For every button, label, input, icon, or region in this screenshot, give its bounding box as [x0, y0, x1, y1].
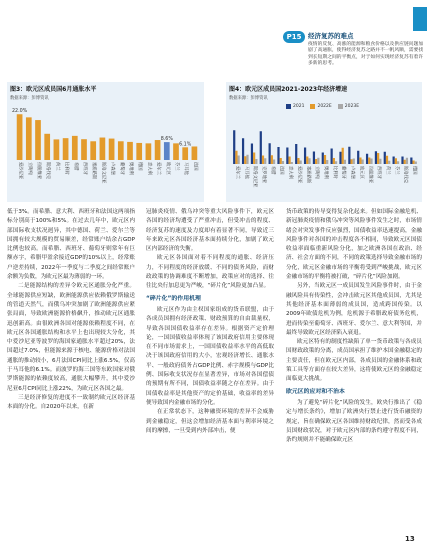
bar: [81, 139, 87, 160]
chart-panel-growth: [226, 82, 422, 202]
tick-label: 荷兰: [54, 162, 60, 171]
tick-label: 立陶宛: [26, 162, 32, 175]
tick-label: 马耳他: [183, 162, 189, 175]
bar: [350, 159, 352, 164]
bar: [173, 143, 179, 160]
section-summary: 疫情的反复、高涨的能源和粮食价格以及供应链问题加剧了高通胀，使得经济复苏之路并不一帆风顺，需要找到长短期之间的平衡点，对于如何实现经济复苏有着许多新的思考。: [308, 42, 424, 67]
bar: [326, 160, 328, 164]
bar: [17, 114, 23, 160]
chart-source: 数据来源：彭博资讯: [10, 96, 49, 101]
inflation-chart: [7, 82, 204, 202]
bar: [182, 147, 188, 160]
bar: [410, 158, 412, 165]
bar: [253, 153, 255, 165]
tick-label: 德国: [411, 166, 417, 175]
paragraph: 另外，当欧元区一成员国发生风险事件时，由于金融风险具有传染性，会冲击欧元区其他成员国，尤其是其他经济基本面薄弱的成员国，造成跨国传染。以2009年欧债危机为例，危机源于希腊政府债务危机，进而传染至葡萄牙、西班牙、爱尔兰、意大利等国，并最终导致欧元区经济陷入衰退。: [286, 283, 422, 336]
tick-label: 欧元区: [164, 162, 170, 175]
bar: [344, 160, 346, 164]
bar: [100, 138, 106, 160]
legend-label: 2023E: [344, 104, 360, 109]
tick-label: 马耳他: [243, 166, 249, 179]
bar: [313, 152, 315, 165]
tick-label: 卢森堡: [109, 162, 115, 175]
paragraph: 货币政策的传导变得复杂化起来。但如国际金融危机、新冠肺炎疫情和俄乌冲突等风险事件发生之时，市场情绪会对突发事件反应强烈，国债收益率迅速提高，金融风险事件对各国的冲击程度各不相同，导致欧元区国债收益率面临重新风险分化，加之欧洲各国在政治、经济、社会方面的不同，不同的政策选择导致金融市场的分化，欧元区金融市场的平衡将受到严峻挑战，欧元区金融市场的平衡将被打破，“碎片化”风险加剧。: [286, 209, 422, 281]
bar: [264, 158, 266, 164]
bar: [238, 156, 240, 165]
subheading: 欧元区的应对和不治本: [286, 388, 345, 395]
bar: [415, 162, 417, 165]
bar: [251, 144, 253, 165]
bar: [44, 134, 50, 160]
tick-label: 拉脱维亚: [367, 166, 373, 184]
bar: [353, 159, 355, 165]
tick-label: 拉脱维亚: [36, 162, 41, 180]
bar: [280, 158, 282, 164]
chart-title: 图3：欧元区成员国6月通胀水平: [10, 86, 97, 93]
bar: [366, 154, 368, 164]
bar: [348, 147, 350, 164]
bar: [297, 158, 299, 164]
bar: [308, 158, 310, 164]
tick-label: 葡萄牙: [340, 166, 346, 179]
tick-label: 希腊: [269, 166, 275, 175]
bar: [127, 142, 133, 160]
bar: [339, 152, 341, 164]
bar: [109, 139, 115, 160]
paragraph: 二是能源结构的差异令欧元区通胀分化严重。全球能源供应短缺，欧洲能源供应依赖俄罗斯输送的管道天然气，而俄乌冲突加剧了欧洲能源供应紧张局面，导致欧洲能源价格飙升，推动欧元区通胀迅创新高。由很欧洲各国对能源依赖程度不同，在欧元区各国通胀结构和水平上也出现较大分化，其中爱沙尼亚等波罗的海国家通胀水平超过20%，法国超过7.0%，但能源来源于核电、能源价格对法国通胀的推动较小，6月法国CPI同比上涨6.5%，仅高于马耳他的6.1%。而波罗的海三国等东欧国家对俄罗斯能源的依赖度较高，通胀大幅攀升，其中爱沙尼亚6月CPI同比上涨22%，为欧元区各国之最。: [7, 283, 135, 392]
bar: [235, 151, 237, 164]
bar: [269, 143, 271, 164]
growth-chart: [226, 82, 422, 202]
tick-label: 克罗地亚: [261, 166, 266, 184]
paragraph: 为了避免“碎片化”风险的发生，欧央行推出了《稳定与增长条约》，增加了欧洲央行禁止进行货币融资的规定，旨在确保欧元区各国维持财政纪律，然而受各成员国财政状况，对于欧元区内部的条约遵守程度不同，条约规则并不能确保欧元区: [286, 399, 422, 444]
bar: [90, 141, 96, 160]
tick-label: 奥地利: [323, 166, 328, 179]
bar: [315, 159, 317, 164]
bar: [375, 151, 377, 164]
data-label: 6.1%: [179, 142, 192, 148]
subheading: “碎片化”的作用机理: [146, 295, 201, 302]
tick-label: 爱沙尼亚: [296, 166, 302, 184]
tick-label: 卢森堡: [349, 166, 355, 179]
bar: [282, 161, 284, 164]
tick-label: 斯洛伐克: [45, 162, 51, 180]
tick-label: 比利时: [331, 166, 337, 179]
bar: [404, 160, 406, 164]
bar: [362, 160, 364, 165]
tick-label: 斯洛文尼亚: [252, 166, 258, 188]
bar: [317, 158, 319, 164]
bar: [379, 159, 381, 164]
bar: [406, 158, 408, 164]
tick-label: 西班牙: [82, 162, 87, 175]
bar: [277, 147, 279, 164]
paragraph: 低于3%。而希腊、意大利、西班牙和法国这两项指标分别高于100%和5%。在过去几年中，欧元区内部国际收支状况迥异，其中德国、荷兰、爱尔兰等国拥有较大规模的贸易顺差，经常账户结余占GDP比例也较高。而希腊、西班牙、葡萄牙则常年有巨额赤字，希腊甲盈余接近GDP的10%以上，经常账户逆差持续，2022年一季度与二季度之间经常账户余额为负数，为欧元区最为薄弱的一环。: [7, 209, 135, 281]
paragraph: 三是经济修复的进度不一致制约欧元区经济基本面的分化。自2020年以来，在新: [7, 394, 135, 411]
tick-label: 塞浦路斯: [91, 162, 97, 180]
bar: [63, 138, 69, 160]
bar: [357, 151, 359, 164]
data-label: 22.0%: [11, 109, 28, 115]
bar: [244, 156, 246, 164]
paragraph: 欧元区特有的制度性缺陷了单一货币政策与各成员国财政政策的分离，成员国承担了维护本国金融稳定的主要责任，但在欧元区内部，各成员国的金融体系和政策工具等方面存在较大差异，这将使欧元区的金融稳定面临更大挑战。: [286, 339, 422, 383]
tick-label: 斯洛文尼亚: [100, 162, 106, 184]
legend-label: 2022E: [317, 104, 332, 109]
data-label: 8.6%: [160, 137, 173, 143]
tick-label: 荷兰: [385, 166, 390, 175]
legend-label: 2021: [293, 104, 305, 109]
bar: [300, 161, 302, 165]
bar: [306, 157, 308, 165]
tick-label: 西班牙: [376, 166, 382, 179]
bar: [260, 131, 262, 164]
chart-title: 图4：欧元区成员国2021-2023年经济增速: [229, 86, 348, 93]
tick-label: 法国: [278, 166, 284, 175]
bar: [136, 143, 142, 160]
bar: [401, 157, 403, 165]
bar: [286, 148, 288, 165]
bar: [192, 146, 198, 160]
tick-label: 法国: [192, 162, 198, 171]
bar: [288, 157, 290, 165]
tick-label: 斯洛伐克: [402, 166, 408, 184]
bar: [342, 148, 344, 164]
tick-label: 立陶宛: [314, 166, 320, 179]
bar: [118, 141, 124, 160]
chart-source: 数据来源：彭博资讯: [229, 96, 268, 101]
chart-panel-inflation: [7, 82, 204, 202]
bar: [246, 155, 248, 164]
bar: [368, 158, 370, 165]
tick-label: 爱尔兰: [234, 166, 240, 179]
bar: [324, 155, 326, 164]
bar: [331, 149, 333, 165]
tick-label: 爱沙尼亚: [17, 162, 23, 180]
bar: [386, 156, 388, 164]
corner-tab: [413, 7, 427, 31]
paragraph: 在正常状态下，这种融资环境的差异不会威胁到金融稳定，但这会增加经济基本面与利率环境之间的摩擦，一旦受到内外部冲击，便: [146, 409, 274, 434]
bar: [335, 161, 337, 164]
tick-label: 奥地利: [128, 162, 133, 175]
bar: [322, 153, 324, 165]
bar: [35, 120, 41, 160]
bar: [146, 143, 152, 160]
bar: [370, 159, 372, 165]
paragraph: 欧元区作为由主权国家组成的货币联盟，由于各成员国拥有经济政策、财政预算的自由裁量权，导致各国国债收益率存在差异。根据资产定价理论，一国国债收益率体现了该国政府信用主要体现在不同市场需求上，一国国债收益率水平的高低取决于该国政府信用的大小，宏观经济增长、通胀水平、一般政府债务占GDP比例、赤字规模与GDP比例、国际收支状况存在显著差异，市场对各国偿债的预期有所不同，国债收益率随之存在差异。由于国债收益率是其他资产的定价基础，收益率的差异便导致国内金融市场的分化。: [146, 306, 274, 406]
tick-label: 德国: [137, 162, 143, 171]
bar: [255, 159, 257, 164]
bar: [155, 140, 161, 160]
bar: [377, 153, 379, 164]
paragraph: 欧元区各国面对着不同程度的通胀、经济压力，不同程度的经济放缓、不同的债务风险，而财政政策的协调难度不断增加，政策应对的选择、往往比央行加息更为严峻，“碎片化”风险更加凸显。: [146, 255, 274, 290]
bar: [164, 142, 170, 160]
section-title: 经济复苏的难点: [308, 32, 354, 40]
tick-label: 塞浦路斯: [305, 166, 311, 184]
tick-label: 葡萄牙: [118, 162, 124, 175]
bar: [388, 161, 390, 164]
bar: [233, 130, 235, 164]
bar: [397, 161, 399, 164]
bar: [304, 148, 306, 165]
text-column-3: [286, 208, 422, 445]
bar: [359, 158, 361, 165]
text-column-1: [7, 208, 135, 413]
bar: [291, 162, 293, 164]
bar: [393, 157, 395, 165]
bar: [395, 158, 397, 164]
bar: [54, 139, 60, 160]
tick-label: 芬兰: [393, 166, 399, 175]
bar: [333, 158, 335, 164]
bar: [295, 144, 297, 164]
page-badge: P15: [283, 31, 305, 43]
bar: [72, 136, 78, 160]
bar: [384, 152, 386, 164]
tick-label: 意大利: [146, 162, 152, 175]
tick-label: 芬兰: [174, 162, 179, 171]
paragraph: 冠肺炎疫情、俄乌冲突等重大风险事件下，欧元区各国的经济均遭受了严重冲击，但受冲击的程度、经济复苏的速度及力度却有着显著不同，导致近三年来欧元区各国经济基本面持续分化，加剧了欧元区内部经济的失衡。: [146, 209, 274, 253]
bar: [412, 161, 414, 165]
bar: [26, 117, 32, 160]
tick-label: 爱尔兰: [155, 162, 161, 175]
bar: [271, 155, 273, 164]
page-number: 13: [405, 535, 415, 543]
tick-label: 比利时: [63, 162, 69, 175]
tick-label: 希腊: [72, 162, 78, 171]
bar: [262, 156, 264, 165]
tick-label: 意大利: [287, 166, 293, 179]
bar: [242, 138, 244, 164]
tick-label: 欧元区: [358, 166, 364, 179]
text-column-2: [146, 208, 274, 436]
bar: [273, 160, 275, 165]
